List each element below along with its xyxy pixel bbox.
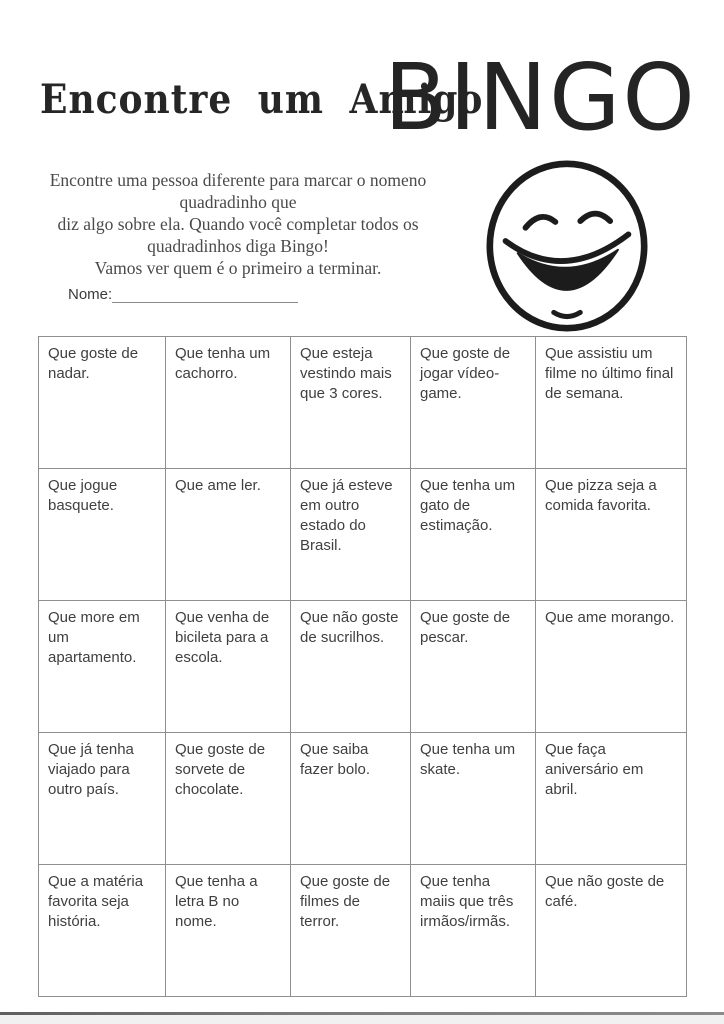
page-title: Encontre um Amigo	[40, 76, 484, 124]
name-blank-line	[112, 288, 298, 303]
name-field	[68, 286, 298, 303]
bingo-cell: Que ame morango.	[536, 601, 687, 733]
bingo-row	[39, 337, 687, 469]
bingo-row	[39, 601, 687, 733]
bingo-cell: Que more em um apartamento.	[39, 601, 166, 733]
bingo-cell: Que faça aniversário em abril.	[536, 733, 687, 865]
bingo-cell: Que saiba fazer bolo.	[291, 733, 411, 865]
bingo-cell: Que jogue basquete.	[39, 469, 166, 601]
bingo-cell: Que goste de jogar vídeo-game.	[411, 337, 536, 469]
bingo-cell: Que esteja vestindo mais que 3 cores.	[291, 337, 411, 469]
bingo-title: BINGO	[384, 44, 697, 151]
bingo-row	[39, 733, 687, 865]
bingo-cell: Que não goste de café.	[536, 865, 687, 997]
laughing-face-icon	[484, 158, 650, 334]
bingo-cell: Que goste de sorvete de chocolate.	[166, 733, 291, 865]
instructions-line: diz algo sobre ela. Quando você completar todos os quadradinhos diga Bingo!	[57, 214, 419, 256]
bingo-grid	[38, 336, 687, 997]
bingo-cell: Que já tenha viajado para outro país.	[39, 733, 166, 865]
instructions-line: Encontre uma pessoa diferente para marcar o nomeno quadradinho que	[49, 170, 427, 212]
bingo-cell: Que tenha um cachorro.	[166, 337, 291, 469]
bingo-cell: Que tenha um skate.	[411, 733, 536, 865]
bingo-cell: Que goste de filmes de terror.	[291, 865, 411, 997]
bingo-row	[39, 469, 687, 601]
bingo-cell: Que pizza seja a comida favorita.	[536, 469, 687, 601]
bingo-cell: Que goste de pescar.	[411, 601, 536, 733]
bingo-cell: Que ame ler.	[166, 469, 291, 601]
scan-edge-margin	[0, 1015, 724, 1024]
bingo-cell: Que tenha maiis que três irmãos/irmãs.	[411, 865, 536, 997]
bingo-cell: Que tenha um gato de estimação.	[411, 469, 536, 601]
bingo-cell: Que goste de nadar.	[39, 337, 166, 469]
bingo-cell: Que não goste de sucrilhos.	[291, 601, 411, 733]
bingo-cell: Que tenha a letra B no nome.	[166, 865, 291, 997]
instructions-line: Vamos ver quem é o primeiro a terminar.	[94, 258, 382, 278]
name-label: Nome:	[68, 286, 113, 303]
bingo-cell: Que venha de bicileta para a escola.	[166, 601, 291, 733]
bingo-cell: Que a matéria favorita seja história.	[39, 865, 166, 997]
bingo-cell: Que assistiu um filme no último final de semana.	[536, 337, 687, 469]
instructions-text	[14, 169, 462, 279]
bingo-cell: Que já esteve em outro estado do Brasil.	[291, 469, 411, 601]
bingo-row	[39, 865, 687, 997]
